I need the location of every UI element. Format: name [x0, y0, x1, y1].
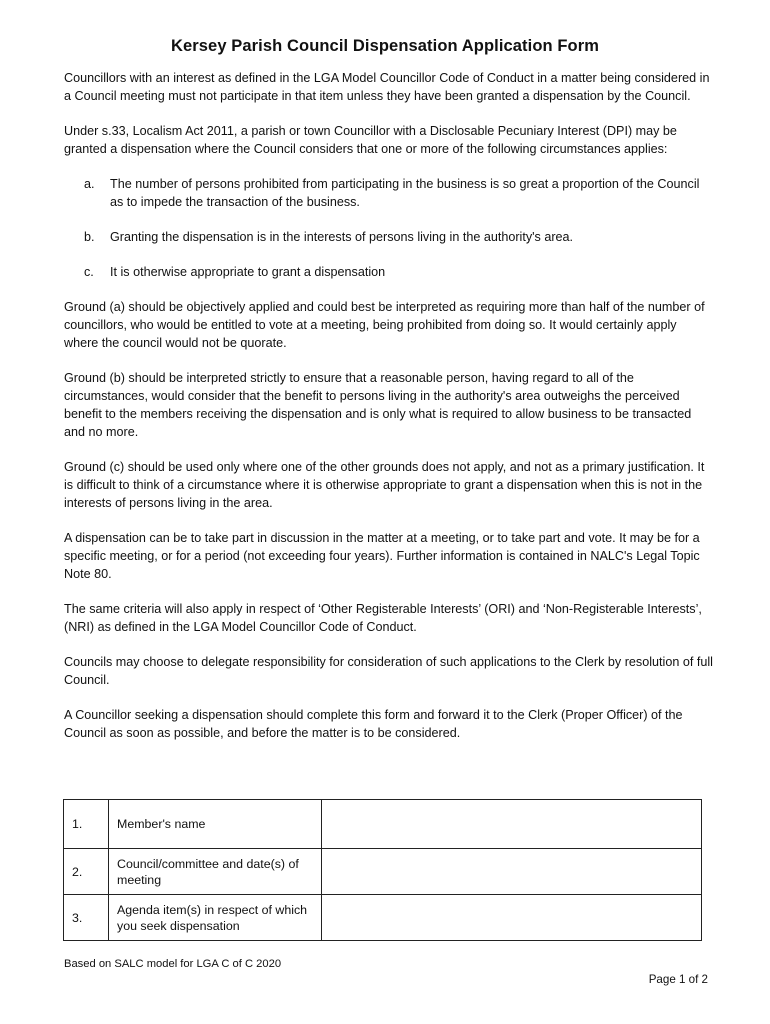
ground-b-paragraph: Ground (b) should be interpreted strictly to ensure that a reasonable person, having regard to all of the circumstances, would consider that the benefit to persons living in the authority's area outweighs the perceived benefit to the members receiving the dispensation and is only what is required to allow business to be transacted and no more.: [64, 371, 692, 439]
page-number: Page 1 of 2: [648, 973, 708, 986]
delegation-paragraph: Councils may choose to delegate responsibility for consideration of such applications to the Clerk by resolution of full Council.: [64, 655, 713, 687]
table-row: [64, 849, 702, 895]
list-marker: a.: [84, 177, 95, 191]
footer-note: Based on SALC model for LGA C of C 2020: [64, 958, 282, 970]
list-marker: b.: [84, 230, 95, 244]
row-label: Agenda item(s) in respect of which you seek dispensation: [109, 895, 322, 941]
row-label: Council/committee and date(s) of meeting: [109, 849, 322, 895]
meeting-field[interactable]: [322, 849, 702, 895]
list-marker: c.: [84, 265, 94, 279]
member-name-field[interactable]: [322, 800, 702, 849]
intro-paragraph: Councillors with an interest as defined in the LGA Model Councillor Code of Conduct in a matter being considered in a Council meeting must not participate in that item unless they have been granted a dispensation by the Council.: [64, 71, 710, 103]
row-label: Member's name: [109, 800, 322, 849]
dispensation-scope-paragraph: A dispensation can be to take part in discussion in the matter at a meeting, or to take part and vote. It may be for a specific meeting, or for a period (not exceeding four years). Further information is contained in NALC's Legal Topic Note 80.: [64, 531, 700, 581]
ground-c-paragraph: Ground (c) should be used only where one of the other grounds does not apply, and not as a primary justification. It is difficult to think of a circumstance where it is otherwise appropriate to grant a dispensation when this is not in the interests of persons living in the area.: [64, 460, 705, 510]
ground-a-paragraph: Ground (a) should be objectively applied and could best be interpreted as requiring more than half of the number of councillors, who would be entitled to vote at a meeting, being prohibited from doing so. It would certainly apply where the council would not be quorate.: [64, 300, 705, 350]
list-item: [64, 263, 714, 281]
list-item: [64, 228, 714, 246]
list-item-text: The number of persons prohibited from participating in the business is so great a proportion of the Council as to impede the transaction of the business.: [110, 177, 700, 209]
list-item: [64, 175, 714, 211]
list-item-text: Granting the dispensation is in the interests of persons living in the authority's area.: [110, 230, 574, 244]
localism-act-paragraph: Under s.33, Localism Act 2011, a parish or town Councillor with a Disclosable Pecuniary Interest (DPI) may be granted a dispensation where the Council considers that one or more of the following circumstances applies:: [64, 124, 677, 156]
list-item-text: It is otherwise appropriate to grant a dispensation: [110, 265, 386, 279]
instructions-paragraph: A Councillor seeking a dispensation should complete this form and forward it to the Clerk (Proper Officer) of the Council as soon as possible, and before the matter is to be considered.: [64, 708, 683, 740]
circumstances-list: [64, 175, 714, 281]
page-title: Kersey Parish Council Dispensation Application Form: [170, 37, 600, 55]
row-number: 2.: [64, 849, 109, 895]
row-number: 1.: [64, 800, 109, 849]
table-row: [64, 895, 702, 941]
row-number: 3.: [64, 895, 109, 941]
agenda-items-field[interactable]: [322, 895, 702, 941]
application-form-table: [63, 799, 702, 941]
document-body: [64, 69, 714, 759]
ori-nri-paragraph: The same criteria will also apply in respect of ‘Other Registerable Interests’ (ORI) and ‘Non-Registerable Interests’, (NRI) as defined in the LGA Model Councillor Code of Conduct.: [64, 602, 702, 634]
table-row: [64, 800, 702, 849]
